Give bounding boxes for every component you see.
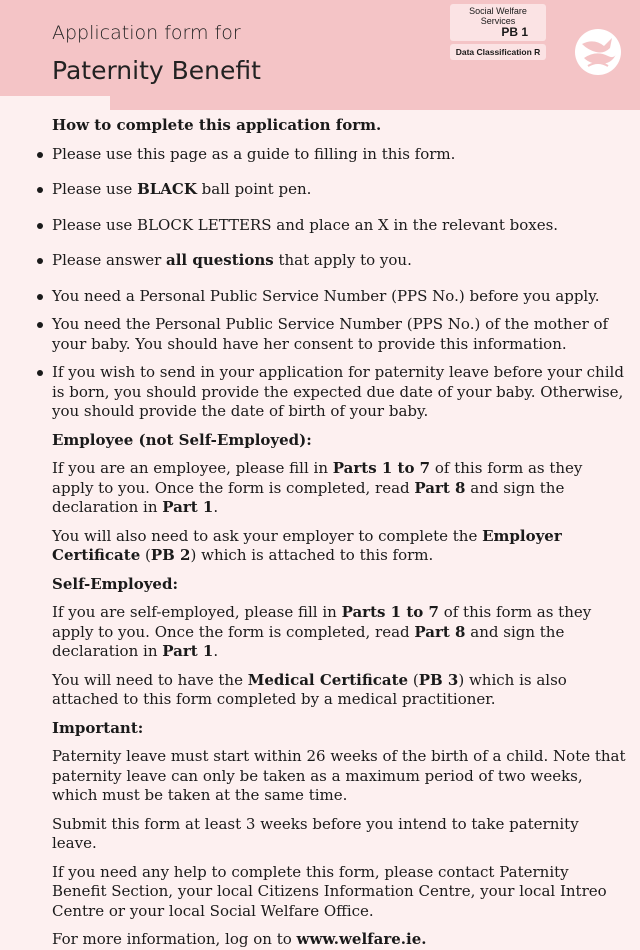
bullet-text: ball point pen. bbox=[196, 180, 312, 198]
employee-paragraph: If you are an employee, please fill in Parts 1 to 7 of this form as they apply to you. Once the form is completed, read Part 8 and sign the declaration in Part 1. bbox=[52, 459, 583, 516]
badge-top bbox=[450, 4, 546, 41]
employer-certificate-paragraph: You will also need to ask your employer to complete the Employer Certificate (PB 2) which is attached to this form. bbox=[52, 526, 562, 564]
bullet-emphasis: all questions bbox=[166, 251, 274, 269]
bullet-icon bbox=[37, 187, 43, 193]
form-code: PB 1 bbox=[501, 25, 528, 39]
bullet-text: You need a Personal Public Service Number (PPS No.) before you apply. bbox=[52, 286, 600, 305]
bullet-icon bbox=[37, 294, 43, 300]
bullet-icon bbox=[37, 370, 43, 376]
list-item bbox=[52, 180, 627, 200]
bullet-icon bbox=[37, 258, 43, 264]
bullet-icon bbox=[37, 322, 43, 328]
agency-name: Social Welfare Services bbox=[469, 6, 527, 26]
guide-list bbox=[52, 145, 627, 422]
form-title: Paternity Benefit bbox=[52, 56, 261, 85]
employee-heading: Employee (not Self-Employed): bbox=[52, 430, 312, 449]
medical-certificate-paragraph: You will need to have the Medical Certificate (PB 3) which is also attached to this form completed by a medical practitioner. bbox=[52, 670, 567, 708]
bullet-text: Please use bbox=[52, 180, 138, 198]
instructions bbox=[52, 116, 627, 950]
list-item bbox=[52, 287, 627, 307]
list-item bbox=[52, 216, 627, 236]
data-classification: Data Classification R bbox=[450, 44, 546, 60]
bullet-text: that apply to you. bbox=[273, 251, 412, 269]
bullet-icon bbox=[37, 223, 43, 229]
bullet-text: You need the Personal Public Service Number (PPS No.) of the mother of your baby. You should have her consent to provide this information. bbox=[52, 315, 609, 353]
header-strip bbox=[0, 96, 640, 110]
list-item bbox=[52, 315, 627, 354]
list-item bbox=[52, 145, 627, 165]
website-link[interactable]: www.welfare.ie. bbox=[296, 930, 427, 948]
help-paragraph: If you need any help to complete this form, please contact Paternity Benefit Section, your local Citizens Information Centre, your local Intreo Centre or your local Social Welfare Office. bbox=[52, 862, 607, 920]
bullet-text: Please answer bbox=[52, 251, 167, 269]
list-item bbox=[52, 251, 627, 271]
list-item bbox=[52, 363, 627, 422]
self-employed-heading: Self-Employed: bbox=[52, 574, 178, 593]
guide-heading: How to complete this application form. bbox=[52, 116, 382, 134]
form-badge bbox=[450, 4, 546, 60]
important-paragraph: Paternity leave must start within 26 weeks of the birth of a child. Note that paternity leave can only be taken as a maximum period of two weeks, which must be taken at the same time. bbox=[52, 747, 626, 804]
bullet-emphasis: BLACK bbox=[137, 180, 197, 198]
submit-paragraph: Submit this form at least 3 weeks before you intend to take paternity leave. bbox=[52, 814, 579, 852]
bullet-text: Please use BLOCK LETTERS and place an X in the relevant boxes. bbox=[52, 215, 559, 234]
bullet-text: If you wish to send in your application for paternity leave before your child is born, you should provide the expected due date of your baby. Otherwise, you should provide the date of birth of your baby. bbox=[52, 363, 624, 420]
more-info-paragraph: For more information, log on to www.welfare.ie. bbox=[52, 930, 427, 948]
bullet-text: Please use this page as a guide to filling in this form. bbox=[52, 144, 456, 163]
important-heading: Important: bbox=[52, 718, 144, 737]
self-employed-paragraph: If you are self-employed, please fill in Parts 1 to 7 of this form as they apply to you. Once the form is completed, read Part 8 and sign the declaration in Part 1. bbox=[52, 603, 592, 660]
form-subtitle: Application form for bbox=[52, 22, 241, 44]
bullet-icon bbox=[37, 152, 43, 158]
bird-logo-icon bbox=[574, 28, 622, 76]
